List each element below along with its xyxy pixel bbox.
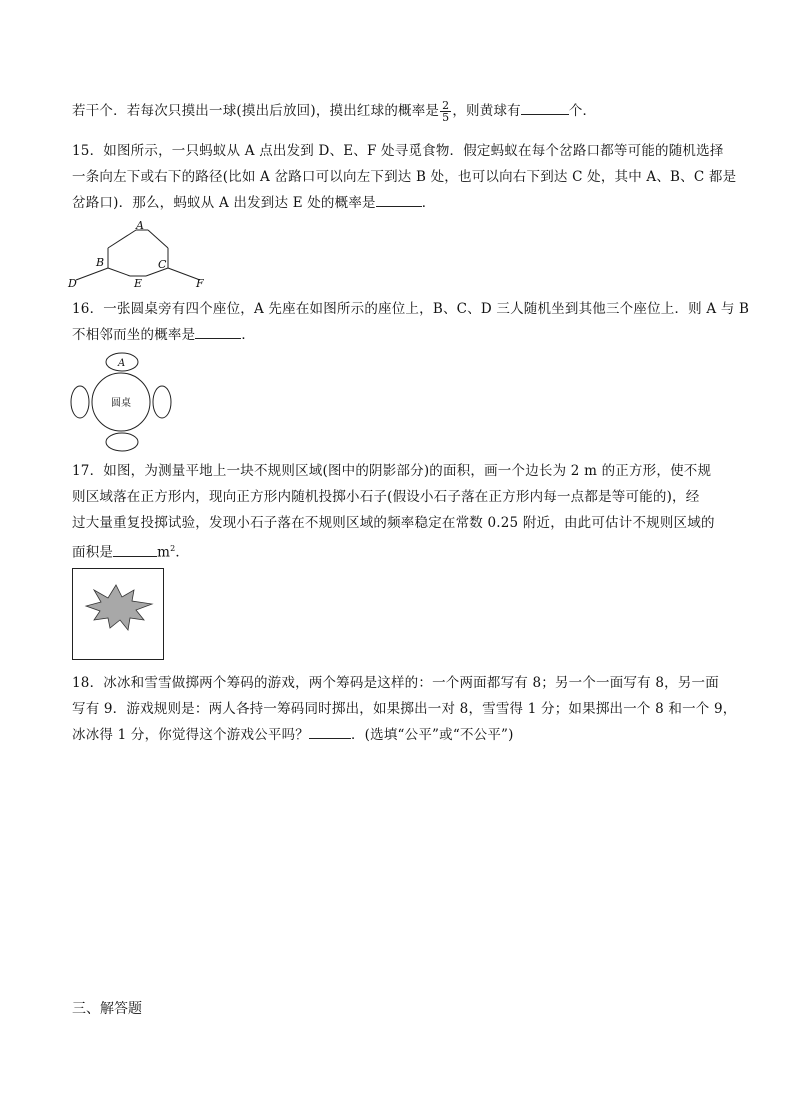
q16-line-2-text: 不相邻而坐的概率是 <box>72 327 196 343</box>
q15-line-1: 15．如图所示，一只蚂蚁从 A 点出发到 D、E、F 处寻觅食物．假定蚂蚁在每个岔路口都等可能的随机选择 <box>72 143 724 159</box>
q16-line-2 <box>72 326 255 344</box>
label-d: D <box>68 277 77 290</box>
seat-label-a: A <box>118 358 126 369</box>
round-table-figure <box>70 350 175 454</box>
q17-line-4-end: ． <box>175 544 190 561</box>
q17-line-1: 17．如图，为测量平地上一块不规则区域(图中的阴影部分)的面积，画一个边长为 2 m 的正方形，使不规 <box>72 463 712 479</box>
label-e: E <box>134 277 143 290</box>
q15-line-2: 一条向左下或右下的路径(比如 A 岔路口可以向左下到达 B 处，也可以向右下到达 C 处，其中 A、B、C 都是 <box>72 169 737 185</box>
fraction-numerator: 2 <box>442 99 450 112</box>
q18-line-1: 18．冰冰和雪雪做掷两个筹码的游戏，两个筹码是这样的：一个两面都写有 8；另一个一面写有 8，另一面 <box>72 675 719 691</box>
path-a-b <box>108 230 136 248</box>
path-b-e <box>108 268 130 276</box>
table-label: 圆桌 <box>111 398 131 409</box>
answer-blank <box>309 726 351 739</box>
q17-line-2: 则区域落在正方形内，现向正方形内随机投掷小石子(假设小石子落在正方形内每一点都是等可能的)，经 <box>72 489 700 505</box>
q18-line-3-text: 冰冰得 1 分，你觉得这个游戏公平吗？ <box>72 727 309 743</box>
section-heading: 三、解答题 <box>72 1001 142 1017</box>
label-f: F <box>196 277 204 290</box>
q15-line-3-end: ． <box>421 195 436 211</box>
label-b: B <box>96 256 105 269</box>
label-c: C <box>158 258 167 271</box>
seat-right <box>153 386 171 418</box>
answer-blank <box>113 544 157 557</box>
path-b-d <box>76 268 108 280</box>
path-a-c <box>148 230 168 248</box>
q16-line-1: 16．一张圆桌旁有四个座位，A 先座在如图所示的座位上，B、C、D 三人随机坐到其他三个座位上．则 A 与 B <box>72 301 750 317</box>
seat-bottom <box>106 433 138 451</box>
q16-line-2-end: ． <box>241 327 256 343</box>
q18-line-3-end: ．(选填“公平”或“不公平”) <box>350 727 514 743</box>
q17-line-4-text: 面积是 <box>72 544 114 561</box>
q14-line <box>72 100 596 123</box>
unit-exponent: 2 <box>170 544 176 553</box>
fraction-denominator: 5 <box>442 111 450 124</box>
unit: m <box>157 544 171 561</box>
q15-line-3-text: 岔路口)．那么，蚂蚁从 A 出发到达 E 处的概率是 <box>72 195 376 211</box>
label-a: A <box>136 219 144 232</box>
answer-blank <box>195 326 241 339</box>
seat-left <box>71 386 89 418</box>
answer-blank <box>521 102 569 115</box>
ant-path-figure <box>66 218 216 290</box>
q17-line-4 <box>72 540 189 562</box>
q14-text-c: 个． <box>568 103 597 119</box>
square-irregular-region-figure <box>72 568 165 661</box>
answer-blank <box>376 194 422 207</box>
probability-fraction <box>440 100 451 123</box>
q17-line-3: 过大量重复投掷试验，发现小石子落在不规则区域的频率稳定在常数 0.25 附近，由此可估计不规则区域的 <box>72 515 715 531</box>
q18-line-2: 写有 9．游戏规则是：两人各持一筹码同时掷出，如果掷出一对 8，雪雪得 1 分；如果掷出一个 8 和一个 9， <box>72 701 737 717</box>
q14-text-a: 若干个．若每次只摸出一球(摸出后放回)，摸出红球的概率是 <box>72 103 440 119</box>
q14-text-b: ，则黄球有 <box>452 103 521 119</box>
q15-line-3 <box>72 194 435 212</box>
q18-line-3 <box>72 726 514 744</box>
